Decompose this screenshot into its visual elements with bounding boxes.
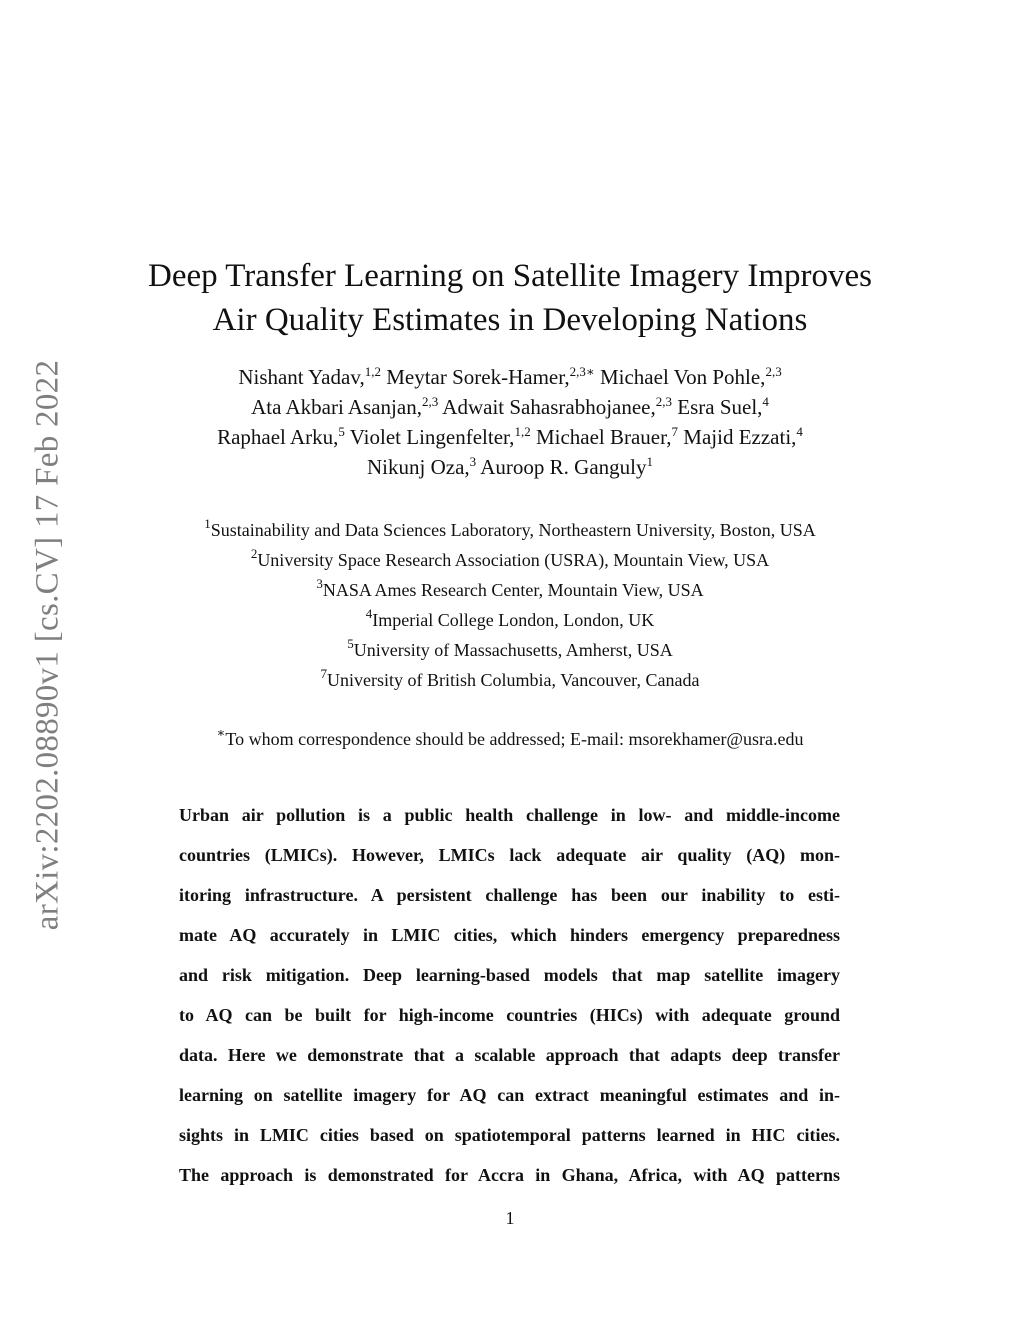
author-affiliation-mark: 7 [671,424,679,439]
author-affiliation-mark: 1 [646,454,653,469]
affiliation-list [0,515,1020,695]
affiliation-text: University of Massachusetts, Amherst, USA [353,640,673,660]
correspondence-mark: ∗ [216,725,226,740]
author-name: Raphael Arku, [217,425,339,449]
paper-title-line-2: Air Quality Estimates in Developing Nations [212,302,808,338]
author-name: Michael Brauer, [530,425,672,449]
affiliation-text: NASA Ames Research Center, Mountain View, USA [322,580,704,600]
affiliation-item [0,605,1020,635]
abstract-line: The approach is demonstrated for Accra in Ghana, Africa, with AQ patterns [179,1165,840,1185]
affiliation-mark: 2 [250,546,258,561]
affiliation-text: Sustainability and Data Sciences Laboratory, Northeastern University, Boston, USA [210,520,816,540]
affiliation-item [0,575,1020,605]
affiliation-item [0,635,1020,665]
author-line-4 [0,452,1020,482]
abstract-paragraph [179,795,840,1195]
author-name: Majid Ezzati, [678,425,797,449]
correspondence-text: To whom correspondence should be addressed; E-mail: msorekhamer@usra.edu [225,729,804,749]
author-name: Nishant Yadav, [238,365,365,389]
abstract-line: learning on satellite imagery for AQ can extract meaningful estimates and in- [179,1085,840,1105]
affiliation-mark: 1 [204,516,211,531]
affiliation-item [0,515,1020,545]
author-name: Nikunj Oza, [367,455,470,479]
affiliation-mark: 7 [320,666,328,681]
affiliation-item [0,665,1020,695]
author-affiliation-mark: 2,3 [421,394,439,409]
author-affiliation-mark: 2,3 [655,394,672,409]
author-name: Esra Suel, [672,395,763,419]
author-name: Meytar Sorek-Hamer, [380,365,570,389]
author-line-2 [0,392,1020,422]
abstract-line: countries (LMICs). However, LMICs lack adequate air quality (AQ) mon- [179,845,840,865]
affiliation-text: University Space Research Association (USRA), Mountain View, USA [257,550,770,570]
author-affiliation-mark: 1,2 [364,364,381,379]
author-affiliation-mark: 1,2 [514,424,531,439]
abstract-line: Urban air pollution is a public health challenge in low- and middle-income [179,805,840,825]
author-list [0,362,1020,482]
correspondence-note [0,726,1020,752]
affiliation-mark: 3 [316,576,323,591]
abstract-line: data. Here we demonstrate that a scalable approach that adapts deep transfer [179,1045,840,1065]
abstract-line: sights in LMIC cities based on spatiotemporal patterns learned in HIC cities. [179,1125,840,1145]
affiliation-mark: 5 [347,636,354,651]
author-line-3 [0,422,1020,452]
author-affiliation-mark: 2,3∗ [569,364,595,379]
abstract-line: to AQ can be built for high-income countries (HICs) with adequate ground [179,1005,840,1025]
affiliation-item [0,545,1020,575]
author-affiliation-mark: 4 [762,394,769,409]
page-number: 1 [505,1208,515,1228]
paper-title-line-1: Deep Transfer Learning on Satellite Imagery Improves [148,258,872,294]
author-affiliation-mark: 5 [338,424,345,439]
abstract-line: itoring infrastructure. A persistent challenge has been our inability to esti- [179,885,840,905]
author-line-1 [0,362,1020,392]
author-name: Violet Lingenfelter, [344,425,515,449]
abstract-line: and risk mitigation. Deep learning-based models that map satellite imagery [179,965,840,985]
author-name: Ata Akbari Asanjan, [251,395,422,419]
author-name: Auroop R. Ganguly [476,455,647,479]
abstract-line: mate AQ accurately in LMIC cities, which hinders emergency preparedness [179,925,840,945]
author-affiliation-mark: 4 [796,424,803,439]
author-affiliation-mark: 3 [469,454,477,469]
author-name: Adwait Sahasrabhojanee, [438,395,656,419]
paper-title [0,254,1020,342]
author-name: Michael Von Pohle, [594,365,766,389]
affiliation-mark: 4 [365,606,373,621]
author-affiliation-mark: 2,3 [765,364,782,379]
arxiv-identifier-stamp: arXiv:2202.08890v1 [cs.CV] 17 Feb 2022 [29,359,66,931]
affiliation-text: University of British Columbia, Vancouver, Canada [327,670,700,690]
affiliation-text: Imperial College London, London, UK [372,610,655,630]
